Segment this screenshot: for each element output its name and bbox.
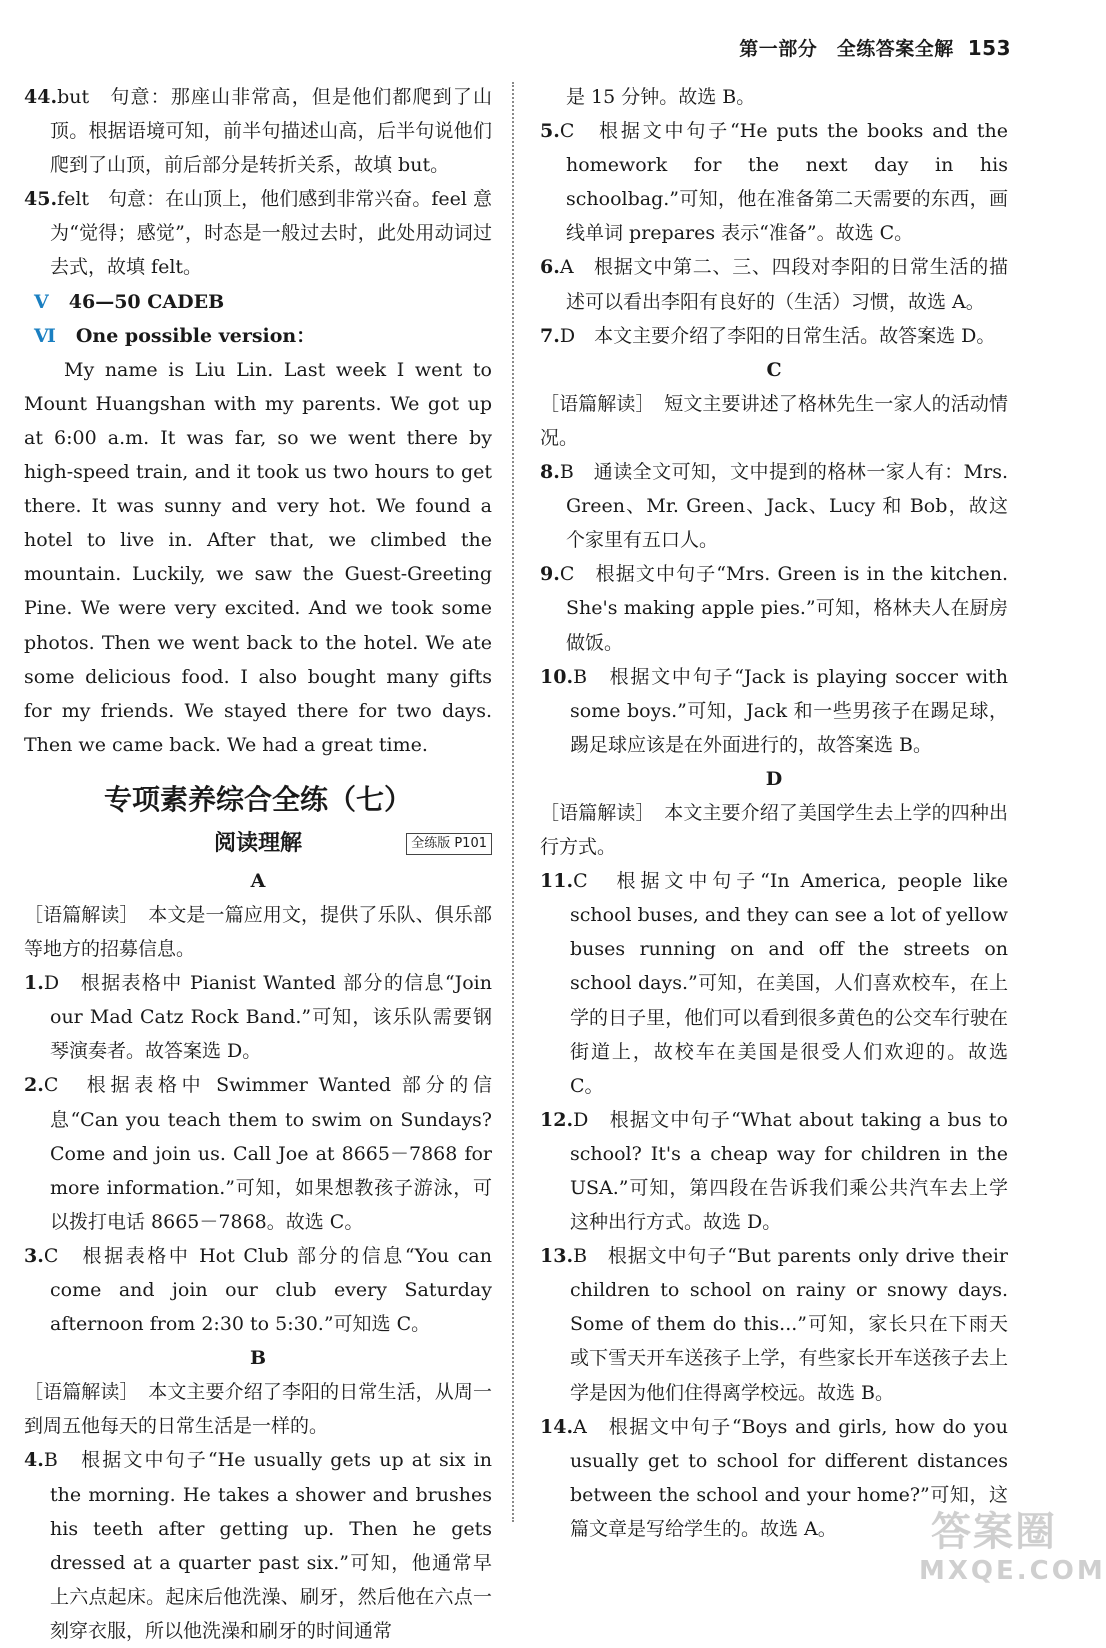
answer-4: 4.B 根据文中句子“He usually gets up at six in the morning. He takes a shower and brushes his teeth after getting up. Then he gets dressed at a quarter past six.”可知，他通常早上六点起床。起床后他洗澡、刷牙，然后他在六点一刻穿衣服，所以他洗澡和刷牙的时间通常 (24, 1449, 492, 1642)
answer-7: 7.D 本文主要介绍了李阳的日常生活。故答案选 D。 (540, 324, 996, 347)
sample-essay: My name is Liu Lin. Last week I went to Mount Huangshan with my parents. We got up at 6:00 a.m. It was far, so we went there by high-speed train, and it took us two hours to get there. It was sunny and very hot. We found a hotel to live in. After that, we climbed the mountain. Luckily, we saw the Guest-Greeting Pine. We were very excited. And we took some photos. Then we went back to the hotel. We ate some delicious food. I also bought many gifts for my friends. We stayed there for two days. Then we came back. We had a great time. (24, 358, 492, 756)
passage-b-heading: B (249, 1347, 267, 1370)
subchapter-title: 阅读理解 全练版 P101 (24, 824, 492, 864)
passage-d-heading: D (765, 767, 783, 790)
page-ref-tag: 全练版 P101 (406, 833, 492, 855)
answer-1: 1.D 根据表格中 Pianist Wanted 部分的信息“Join our Mad Catz Rock Band.”可知，该乐队需要钢琴演奏者。故答案选 D。 (24, 972, 492, 1063)
column-divider (512, 82, 514, 1522)
page-number: 153 (967, 36, 1011, 60)
answer-8: 8.B 通读全文可知，文中提到的格林一家人有：Mrs. Green、Mr. Green、Jack、Lucy 和 Bob，故这个家里有五口人。 (540, 461, 1008, 552)
passage-d-intro: ［语篇解读］ 本文主要介绍了美国学生去上学的四种出行方式。 (540, 801, 1008, 859)
section-v: Ⅴ 46—50 CADEB (34, 290, 225, 313)
section-vi: Ⅵ One possible version： (34, 324, 316, 347)
answer-13: 13.B 根据文中句子“But parents only drive their children to school on rainy or snowy days. Some of them do this...”可知，家长只在下雨天或下雪天开车送孩子上学，有些家长开车送孩子去上学是因为他们住得离学校远。故选 B。 (540, 1245, 1008, 1404)
chapter-title: 专项素养综合全练（七） (103, 782, 412, 816)
watermark-url: MXQE.COM (919, 1556, 1106, 1586)
answer-5: 5.C 根据文中句子“He puts the books and the homework for the next day in his schoolbag.”可知，他在准备第二天需要的东西，画线单词 prepares 表示“准备”。故选 C。 (540, 120, 1008, 245)
passage-c-intro: ［语篇解读］ 短文主要讲述了格林先生一家人的活动情况。 (540, 392, 1008, 449)
section-title: 第一部分 全练答案全解 (739, 38, 954, 60)
answer-10: 10.B 根据文中句子“Jack is playing soccer with some boys.”可知，Jack 和一些男孩子在踢足球，踢足球应该是在外面进行的，故答案选 B。 (540, 665, 1008, 756)
answer-2: 2.C 根据表格中 Swimmer Wanted 部分的信息“Can you teach them to swim on Sundays? Come and join us. Call Joe at 8665－7868 for more information.”可知，如果想教孩子游泳，可以拨打电话 8665－7868。故选 C。 (24, 1074, 492, 1233)
passage-a-heading: A (250, 869, 266, 892)
answer-9: 9.C 根据文中句子“Mrs. Green is in the kitchen. She's making apple pies.”可知，格林夫人在厨房做饭。 (540, 563, 1008, 654)
answer-4-continued: 是 15 分钟。故选 B。 (566, 86, 756, 108)
answer-6: 6.A 根据文中第二、三、四段对李阳的日常生活的描述可以看出李阳有良好的（生活）习惯，故选 A。 (540, 256, 1008, 313)
passage-c-heading: C (766, 358, 782, 381)
left-column (24, 80, 492, 1648)
right-column (540, 80, 1008, 1546)
answer-44: 44.but 句意：那座山非常高，但是他们都爬到了山顶。根据语境可知，前半句描述山高，后半句说他们爬到了山顶，前后部分是转折关系，故填 but。 (24, 86, 492, 177)
answer-3: 3.C 根据表格中 Hot Club 部分的信息“You can come and join our club every Saturday afternoon from 2:30 to 5:30.”可知选 C。 (24, 1244, 492, 1336)
answer-14: 14.A 根据文中句子“Boys and girls, how do you usually get to school for different distances between the school and your home?”可知，这篇文章是写给学生的。故选 A。 (540, 1415, 1008, 1540)
page-header (739, 34, 1011, 61)
site-watermark (919, 1508, 1106, 1592)
passage-a-intro: ［语篇解读］ 本文是一篇应用文，提供了乐队、俱乐部等地方的招募信息。 (24, 903, 492, 961)
answer-12: 12.D 根据文中句子“What about taking a bus to school? It's a cheap way for children in the USA.”可知，第四段在告诉我们乘公共汽车去上学这种出行方式。故选 D。 (540, 1108, 1008, 1234)
passage-b-intro: ［语篇解读］ 本文主要介绍了李阳的日常生活，从周一到周五他每天的日常生活是一样的。 (24, 1381, 492, 1438)
answer-45: 45.felt 句意：在山顶上，他们感到非常兴奋。feel 意为“觉得；感觉”，时态是一般过去时，此处用动词过去式，故填 felt。 (24, 188, 492, 279)
answer-11: 11.C 根据文中句子“In America, people like school buses, and they can see a lot of yellow buses running on and off the streets on school days.”可知，在美国，人们喜欢校车，在上学的日子里，他们可以看到很多黄色的公交车行驶在街道上，故校车在美国是很受人们欢迎的。故选 C。 (540, 870, 1008, 1097)
watermark-logo-text: 答案圈 (931, 1509, 1057, 1555)
